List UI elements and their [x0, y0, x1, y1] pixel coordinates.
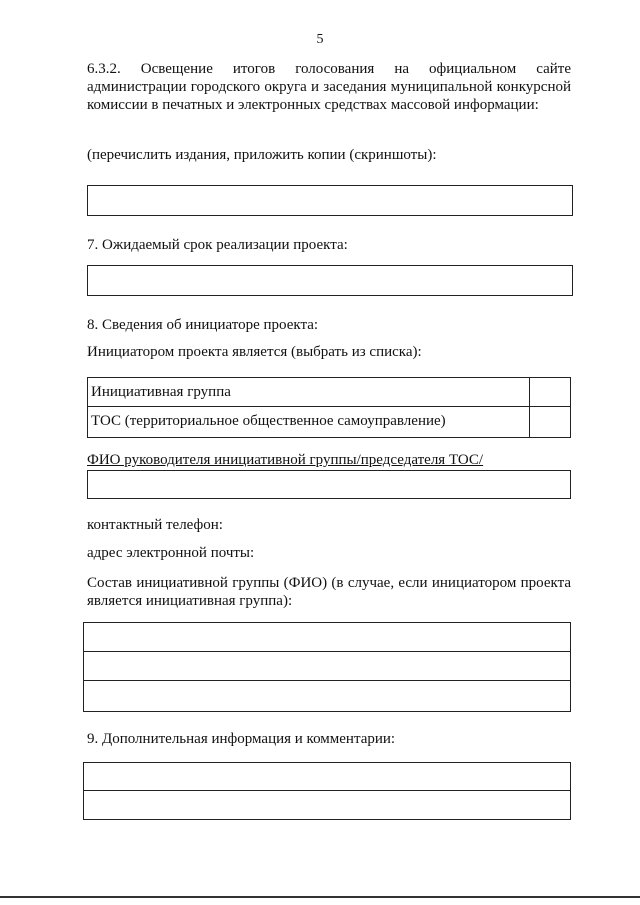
initiator-option-checkbox[interactable] [530, 378, 570, 406]
section-6-3-2-text: 6.3.2. Освещение итогов голосования на официальном сайте администрации городского округа и заседания муниципальной конкурсной комиссии в печатных и электронных средствах массовой информации: [87, 61, 571, 113]
group-composition-label: Состав инициативной группы (ФИО) (в случае, если инициатором проекта является инициативная группа): [87, 575, 571, 609]
implementation-term-field[interactable] [87, 265, 573, 296]
media-coverage-field[interactable] [87, 185, 573, 216]
group-member-field[interactable] [84, 681, 570, 711]
additional-info-field[interactable] [84, 763, 570, 791]
bottom-rule [0, 896, 640, 898]
group-member-field[interactable] [84, 623, 570, 652]
initiator-option-checkbox[interactable] [530, 407, 570, 437]
phone-label: контактный телефон: [87, 517, 223, 533]
leader-name-label: ФИО руководителя инициативной группы/председателя ТОС/ [87, 452, 484, 468]
group-member-field[interactable] [84, 652, 570, 681]
additional-info-table [83, 762, 571, 820]
section-7-heading: 7. Ожидаемый срок реализации проекта: [87, 237, 348, 253]
group-members-table [83, 622, 571, 712]
initiator-option-label: Инициативная группа [88, 378, 530, 406]
page-number: 5 [316, 32, 324, 47]
section-8-heading: 8. Сведения об инициаторе проекта: [87, 317, 319, 333]
section-6-3-2-hint: (перечислить издания, приложить копии (скриншоты): [87, 147, 437, 163]
section-9-heading: 9. Дополнительная информация и комментарии: [87, 731, 396, 747]
initiator-option-row [88, 378, 570, 407]
additional-info-field[interactable] [84, 791, 570, 819]
initiator-option-label: ТОС (территориальное общественное самоуправление) [88, 407, 530, 437]
initiator-choice-table [87, 377, 571, 438]
email-label: адрес электронной почты: [87, 545, 255, 561]
leader-name-field[interactable] [87, 470, 571, 499]
initiator-option-row [88, 407, 570, 437]
initiator-prompt: Инициатором проекта является (выбрать из списка): [87, 344, 422, 360]
